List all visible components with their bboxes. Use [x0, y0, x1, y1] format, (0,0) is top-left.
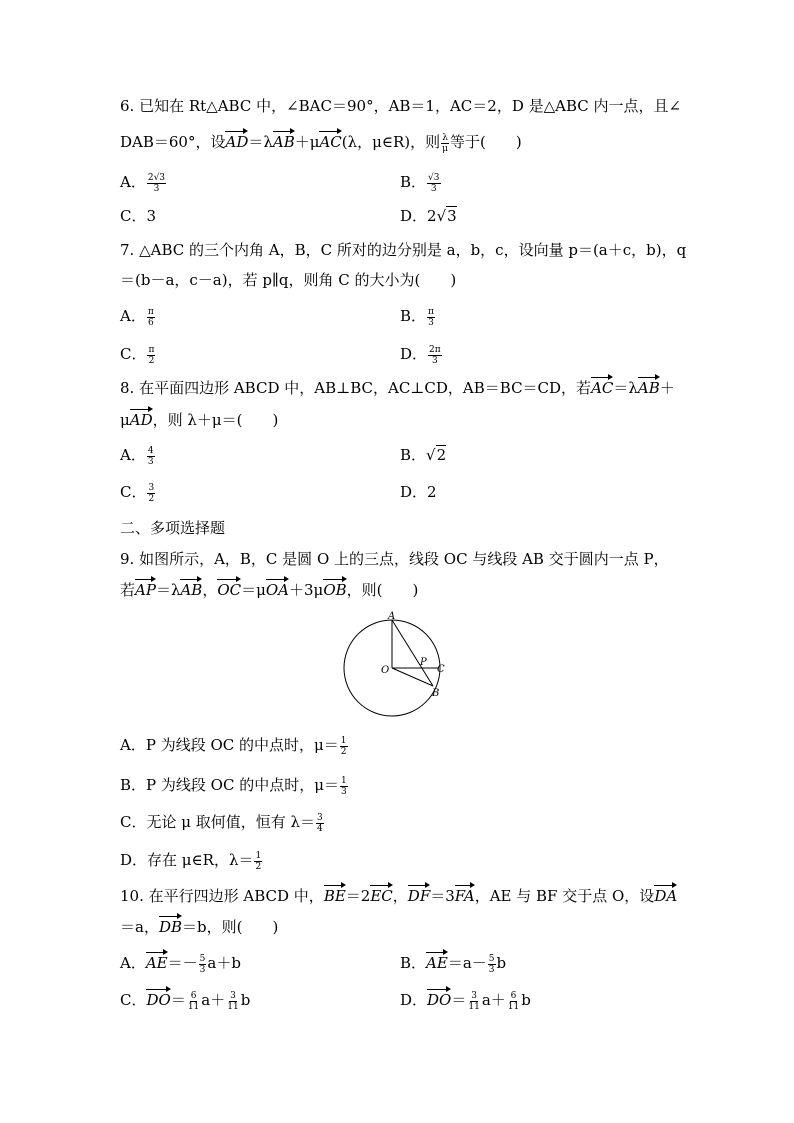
- vector-ob: OB: [323, 581, 347, 599]
- q9-line-1: 9. 如图所示，A，B，C 是圆 O 上的三点，线段 OC 与线段 AB 交于圆内一点 P，: [120, 550, 669, 568]
- q7-option-a: A． $\frac{\pi}{6}$: [120, 306, 154, 328]
- vector-ab: AB: [272, 133, 295, 151]
- q10-option-d: D．DO＝ $\frac{3}{11}$ a＋ $\frac{6}{11}$ b: [400, 990, 531, 1012]
- q8-option-d: D．2: [400, 483, 437, 501]
- q10-option-c: C．DO＝ $\frac{6}{11}$ a＋ $\frac{3}{11}$ b: [120, 990, 251, 1012]
- vector-ab: AB: [637, 379, 660, 397]
- q8-option-c: C． $\frac{3}{2}$: [120, 482, 155, 504]
- q10-option-b: B．AE＝a－ $\frac{5}{3}$ b: [400, 953, 507, 975]
- q6-option-b: B． $\frac{√3}{3}$: [400, 172, 440, 194]
- q8-line-2: μAD，则 λ＋μ＝( ): [120, 411, 279, 429]
- label-o: O: [381, 665, 390, 676]
- vector-oa: OA: [265, 581, 290, 599]
- q9-option-c: C．无论 μ 取何值，恒有 λ＝ $\frac{3}{4}$: [120, 812, 323, 834]
- label-p: P: [420, 657, 427, 668]
- vector-da: DA: [654, 887, 678, 905]
- fraction-lambda-over-mu: $\frac{\lambda}{\mu}$: [442, 132, 448, 154]
- q10-line-1: 10. 在平行四边形 ABCD 中，BE＝2EC，DF＝3FA，AE 与 BF 交于点 O，设DA: [120, 887, 678, 905]
- label-b: B: [432, 688, 440, 699]
- vector-ac: AC: [591, 379, 614, 397]
- q9-line-2: 若AP＝λAB，OC＝μOA＋3μOB，则( ): [120, 581, 419, 599]
- q6-option-d: D．2√3: [400, 207, 457, 225]
- vector-ec: EC: [370, 887, 393, 905]
- vector-ad: AD: [225, 133, 249, 151]
- vector-ab: AB: [180, 581, 203, 599]
- q6-line-2: DAB＝60°，设AD＝λAB＋μAC(λ，μ∈R)，则 $\frac{\lambda}{\mu}$ 等于( ): [120, 132, 522, 154]
- q7-line-1: 7. △ABC 的三个内角 A，B，C 所对的边分别是 a，b，c，设向量 p＝(a＋c，b)，q: [120, 241, 687, 259]
- q7-option-c: C． $\frac{\pi}{2}$: [120, 344, 155, 366]
- segment-ab: [392, 620, 433, 686]
- q8-option-a: A． $\frac{4}{3}$: [120, 445, 154, 467]
- q9-option-b: B．P 为线段 OC 的中点时，μ＝ $\frac{1}{3}$: [120, 775, 347, 797]
- q8-option-b: B．√2: [400, 446, 447, 464]
- vector-db: DB: [158, 918, 183, 936]
- q7-option-d: D． $\frac{2\pi}{3}$: [400, 344, 441, 366]
- vector-be: BE: [323, 887, 346, 905]
- vector-ac: AC: [319, 133, 342, 151]
- q9-option-d: D．存在 μ∈R，λ＝ $\frac{1}{2}$: [120, 850, 262, 872]
- q7-option-b: B． $\frac{\pi}{3}$: [400, 306, 434, 328]
- section-heading: 二、多项选择题: [120, 519, 226, 537]
- q6-line-1: 6. 已知在 Rt△ABC 中，∠BAC＝90°，AB＝1，AC＝2，D 是△ABC 内一点，且∠: [120, 97, 682, 115]
- circle-figure: [340, 610, 460, 720]
- q8-line-1: 8. 在平面四边形 ABCD 中，AB⊥BC，AC⊥CD，AB＝BC＝CD，若AC＝λAB＋: [120, 379, 675, 397]
- q7-line-2: ＝(b－a，c－a)，若 p∥q，则角 C 的大小为( ): [120, 271, 457, 289]
- q10-option-a: A．AE＝－ $\frac{5}{3}$ a＋b: [120, 953, 241, 975]
- q10-line-2: ＝a，DB＝b，则( ): [120, 918, 279, 936]
- label-a: A: [388, 611, 396, 622]
- label-c: C: [437, 664, 445, 675]
- vector-ap: AP: [135, 581, 156, 599]
- vector-oc: OC: [217, 581, 242, 599]
- q6-option-a: A． $\frac{2√3}{3}$: [120, 172, 166, 194]
- vector-df: DF: [407, 887, 431, 905]
- vector-ad: AD: [129, 411, 153, 429]
- q6-option-c: C．3: [120, 207, 157, 225]
- vector-fa: FA: [454, 887, 475, 905]
- q9-option-a: A．P 为线段 OC 的中点时，μ＝ $\frac{1}{2}$: [120, 735, 347, 757]
